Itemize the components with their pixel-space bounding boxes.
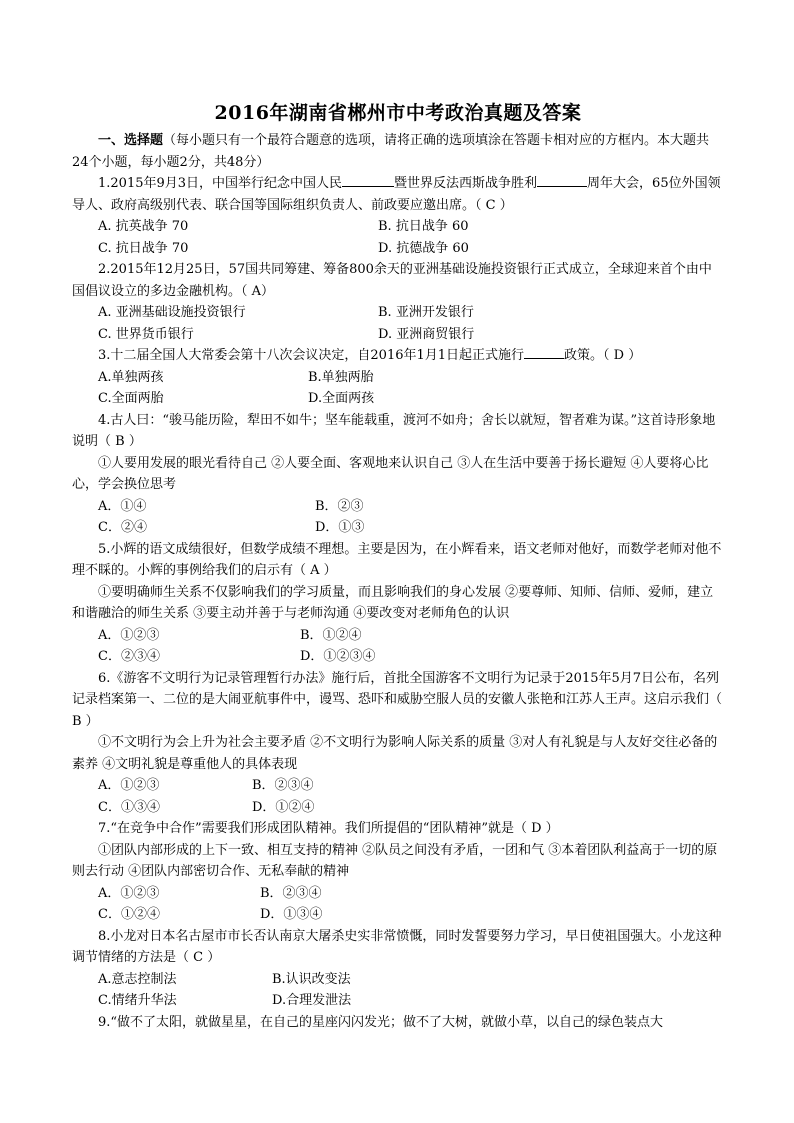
q7-option-b: B．②③④ <box>260 885 322 901</box>
q8-option-c: C.情绪升华法 <box>98 993 177 1008</box>
section-intro <box>72 130 724 173</box>
q1-stem-part-a: 1.2015年9月3日，中国举行纪念中国人民 <box>98 176 343 191</box>
q3-option-c: C.全面两胎 <box>98 391 164 406</box>
question-4-items: ①人要用发展的眼光看待自己 ②人要全面、客观地来认识自己 ③人在生活中要善于扬长避短 ④人要将心比心，学会换位思考 <box>72 455 709 492</box>
q7-options-row-2 <box>72 904 724 926</box>
q8-option-a: A.意志控制法 <box>98 971 177 987</box>
q3-option-a: A.单独两孩 <box>98 369 164 385</box>
question-3-stem <box>72 345 724 367</box>
q4-option-d: D．①③ <box>315 520 365 535</box>
q7-option-c: C．①②④ <box>98 907 160 922</box>
q3-stem-part-a: 3.十二届全国人大常委会第十八次会议决定，自2016年1月1日起正式施行 <box>98 348 525 363</box>
question-6-stem: 6.《游客不文明行为记录管理暂行办法》施行后，首批全国游客不文明行为记录于2015年5月7日公布，名列记录档案第一、二位的是大闹亚航事件中，谩骂、恐吓和威胁空服人员的安徽人张艳和江苏人王声。这启示我们（ B ） <box>72 670 723 729</box>
q8-option-b: B.认识改变法 <box>272 971 351 987</box>
q5-option-b: B．①②④ <box>300 627 362 643</box>
blank <box>342 173 394 187</box>
q6-option-d: D．①②④ <box>252 799 315 815</box>
q5-option-a: A．①②③ <box>98 627 160 643</box>
q5-option-c: C．②③④ <box>98 649 160 664</box>
q2-option-a: A. 亚洲基础设施投资银行 <box>98 305 246 320</box>
q7-options-row-1 <box>72 883 724 905</box>
q2-option-d: D. 亚洲商贸银行 <box>378 326 475 342</box>
q3-stem-part-b: 政策。（ D ） <box>564 348 642 363</box>
question-4-stem: 4.古人曰：“骏马能历险，犁田不如牛；坚车能载重，渡河不如舟；舍长以就短，智者难为谋。”这首诗形象地说明（ B ） <box>72 412 716 449</box>
question-8-stem: 8.小龙对日本名古屋市市长否认南京大屠杀史实非常愤慨，同时发誓要努力学习，早日使祖国强大。小龙这种调节情绪的方法是（ C ） <box>72 928 722 965</box>
q2-option-b: B. 亚洲开发银行 <box>378 305 474 320</box>
page-title: 2016年湖南省郴州市中考政治真题及答案 <box>214 102 582 124</box>
q1-option-a: A. 抗英战争 70 <box>98 219 189 234</box>
q6-option-a: A．①②③ <box>98 778 160 793</box>
blank <box>537 173 587 187</box>
document-page <box>72 100 724 1033</box>
q1-options-row-2 <box>72 238 724 260</box>
q1-option-c: C. 抗日战争 70 <box>98 240 189 256</box>
q6-option-c: C．①③④ <box>98 799 160 815</box>
question-5-stem: 5.小辉的语文成绩很好，但数学成绩不理想。主要是因为，在小辉看来，语文老师对他好，而数学老师对他不理不睬的。小辉的事例给我们的启示有（ A ） <box>72 541 722 578</box>
question-6-items: ①不文明行为会上升为社会主要矛盾 ②不文明行为影响人际关系的质量 ③对人有礼貌是与人友好交往必备的素养 ④文明礼貌是尊重他人的具体表现 <box>72 735 718 772</box>
q6-options-row-2 <box>72 797 724 819</box>
q6-option-b: B．②③④ <box>252 778 314 793</box>
q4-options-row-2 <box>72 517 724 539</box>
q1-stem-part-c: 周年大会，65位外国领导人、政府高级别代表、联合国等国际组织负责人、前政要应邀出席。（ C ） <box>72 176 721 213</box>
q3-options-row-2 <box>72 388 724 410</box>
q5-options-row-1 <box>72 625 724 647</box>
q1-stem-part-b: 暨世界反法西斯战争胜利 <box>394 176 538 191</box>
section-heading: 一、选择题 <box>98 133 164 148</box>
q3-option-b: B.单独两胎 <box>308 369 374 385</box>
q8-options-row-1 <box>72 969 724 991</box>
question-7-stem: 7.“在竞争中合作”需要我们形成团队精神。我们所提倡的“团队精神”就是（ D ） <box>98 821 559 836</box>
question-1-stem <box>72 173 724 216</box>
q2-option-c: C. 世界货币银行 <box>98 326 194 342</box>
q5-option-d: D．①②③④ <box>300 649 376 664</box>
q4-option-b: B．②③ <box>315 498 364 514</box>
q1-option-d: D. 抗德战争 60 <box>378 240 469 256</box>
blank <box>524 345 564 359</box>
question-7-items: ①团队内部形成的上下一致、相互支持的精神 ②队员之间没有矛盾，一团和气 ③本着团队利益高于一切的原则去行动 ④团队内部密切合作、无私奉献的精神 <box>72 842 718 879</box>
q4-option-a: A．①④ <box>98 498 147 514</box>
q7-option-d: D．①③④ <box>260 907 323 922</box>
q4-option-c: C．②④ <box>98 520 147 535</box>
q3-options-row-1 <box>72 367 724 389</box>
q1-option-b: B. 抗日战争 60 <box>378 219 469 234</box>
q6-options-row-1 <box>72 775 724 797</box>
question-5-items: ①要明确师生关系不仅影响我们的学习质量，而且影响我们的身心发展 ②要尊师、知师、信师、爱师，建立和谐融洽的师生关系 ③要主动并善于与老师沟通 ④要改变对老师角色的认识 <box>72 584 714 621</box>
q4-options-row-1 <box>72 496 724 518</box>
section-desc: （每小题只有一个最符合题意的选项，请将正确的选项填涂在答题卡相对应的方框内。本大题共24个小题，每小题2分，共48分） <box>72 133 710 170</box>
q7-option-a: A．①②③ <box>98 885 160 901</box>
q5-options-row-2 <box>72 646 724 668</box>
question-2-stem: 2.2015年12月25日，57国共同筹建、筹备800余天的亚洲基础设施投资银行正式成立，全球迎来首个由中国倡议设立的多边金融机构。（ A） <box>72 262 712 299</box>
q2-options-row-1 <box>72 302 724 324</box>
q8-option-d: D.合理发泄法 <box>272 993 352 1008</box>
q8-options-row-2 <box>72 990 724 1012</box>
q1-options-row-1 <box>72 216 724 238</box>
q2-options-row-2 <box>72 324 724 346</box>
question-9-stem: 9.“做不了太阳，就做星星，在自己的星座闪闪发光；做不了大树，就做小草，以自己的绿色装点大 <box>98 1014 664 1030</box>
q3-option-d: D.全面两孩 <box>308 391 375 406</box>
